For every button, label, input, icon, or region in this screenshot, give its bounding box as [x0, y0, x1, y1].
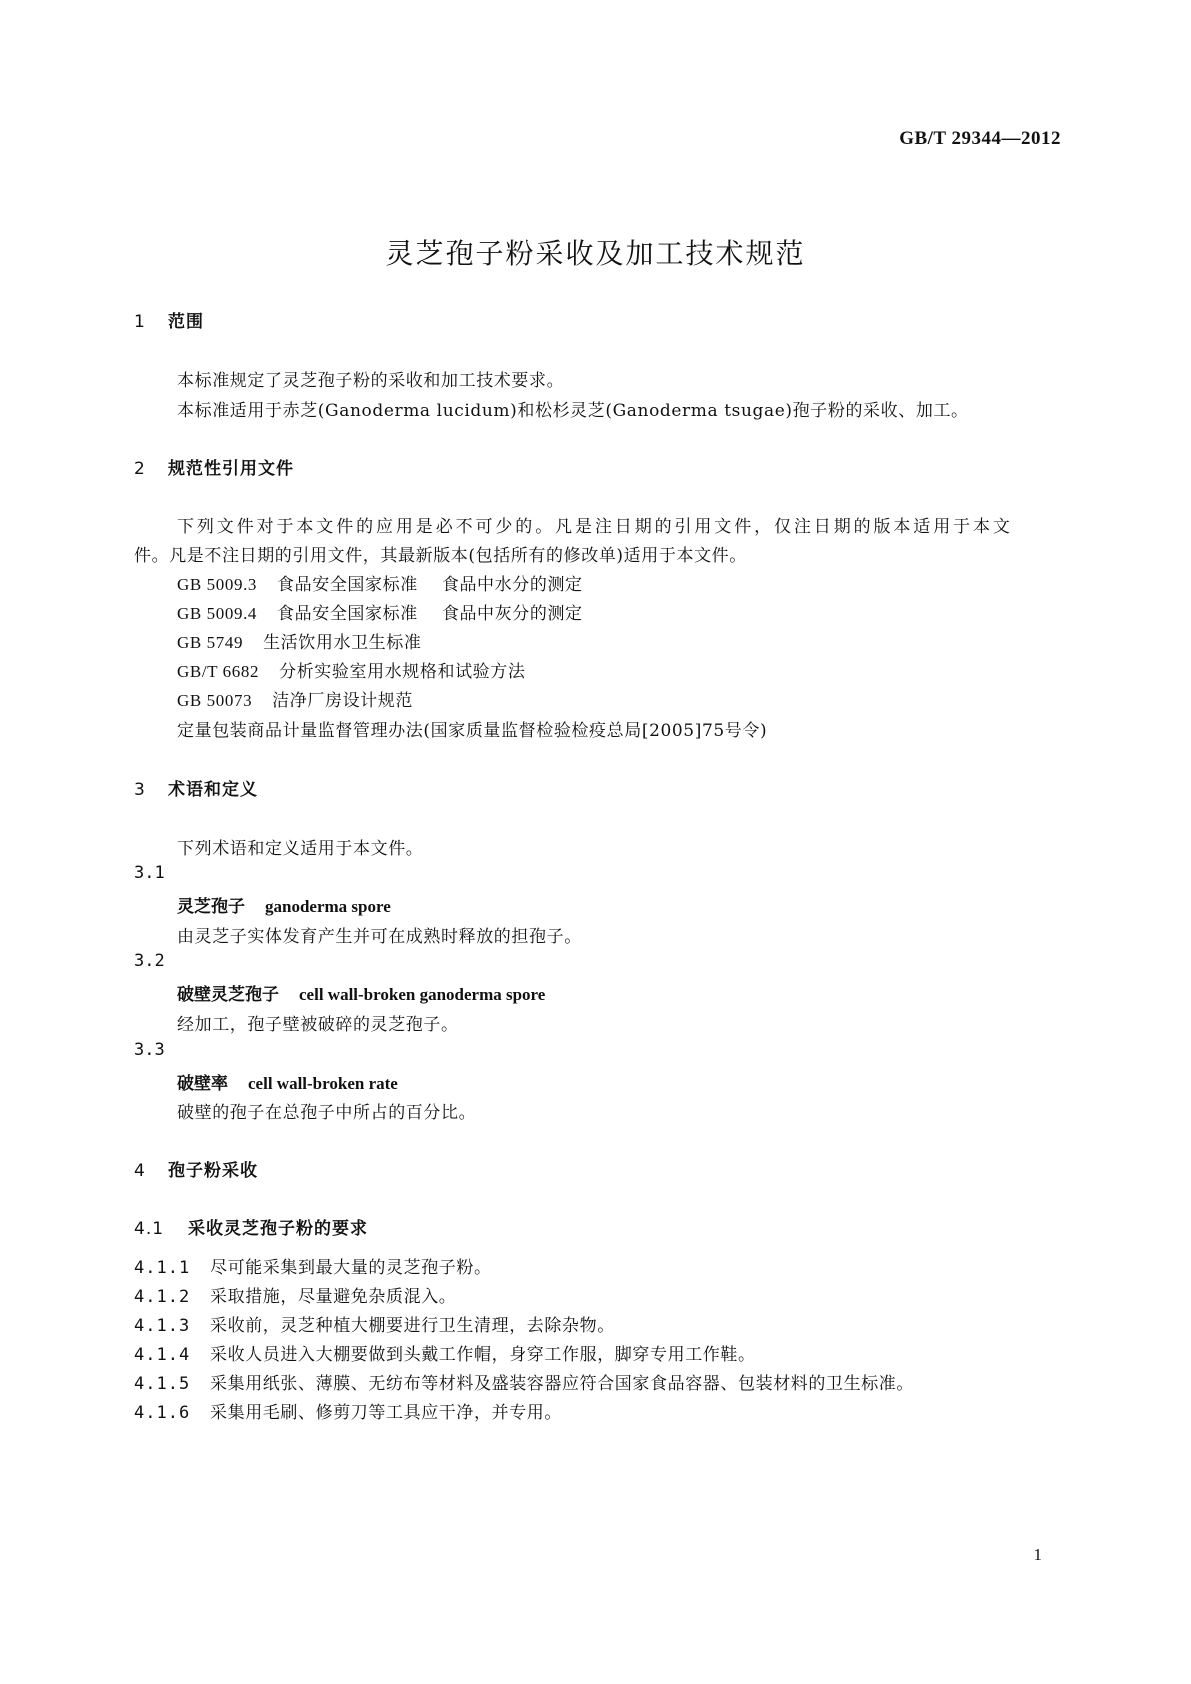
item-text: 采取措施，尽量避免杂质混入。 — [210, 1287, 457, 1307]
term-en: cell wall-broken ganoderma spore — [299, 985, 546, 1004]
term-en: ganoderma spore — [265, 897, 391, 916]
term-number: 3.3 — [134, 1040, 165, 1060]
list-item — [134, 1340, 756, 1365]
reference-code: GB 50073 — [177, 691, 253, 710]
reference-item — [177, 570, 583, 595]
item-text: 尽可能采集到最大量的灵芝孢子粉。 — [210, 1258, 492, 1278]
reference-item — [177, 686, 413, 711]
subsection-number: 4.1 — [134, 1219, 165, 1239]
reference-code: GB 5009.4 — [177, 604, 258, 623]
reference-title: 生活饮用水卫生标准 — [263, 633, 422, 653]
section-3-heading — [134, 775, 258, 800]
reference-title: 食品安全国家标准 — [277, 604, 418, 624]
reference-item — [177, 657, 525, 682]
item-text: 采集用毛刷、修剪刀等工具应干净，并专用。 — [210, 1403, 562, 1423]
section-number: 1 — [134, 312, 146, 332]
term-definition: 破壁的孢子在总孢子中所占的百分比。 — [177, 1103, 477, 1123]
terms-intro: 下列术语和定义适用于本文件。 — [177, 839, 424, 859]
term-heading — [177, 892, 391, 917]
term-heading — [177, 980, 545, 1005]
term-definition: 经加工，孢子壁被破碎的灵芝孢子。 — [177, 1015, 459, 1035]
subsection-4-1-heading — [134, 1214, 368, 1239]
reference-subtitle: 食品中水分的测定 — [441, 575, 583, 595]
item-text: 采收人员进入大棚要做到头戴工作帽，身穿工作服，脚穿专用工作鞋。 — [210, 1345, 756, 1365]
reference-subtitle: 食品中灰分的测定 — [441, 604, 583, 624]
term-en: cell wall-broken rate — [248, 1074, 398, 1093]
page-number: 1 — [1033, 1545, 1042, 1564]
item-number: 4.1.2 — [134, 1287, 191, 1307]
reference-title: 分析实验室用水规格和试验方法 — [279, 662, 526, 682]
section-number: 3 — [134, 780, 146, 800]
scope-paragraph-1: 本标准规定了灵芝孢子粉的采收和加工技术要求。 — [177, 371, 565, 391]
section-1-heading — [134, 307, 204, 332]
item-number: 4.1.3 — [134, 1316, 191, 1336]
reference-item-regulation: 定量包装商品计量监督管理办法(国家质量监督检验检疫总局[2005]75号令) — [177, 721, 768, 741]
reference-code: GB 5009.3 — [177, 575, 258, 594]
section-2-heading — [134, 454, 294, 479]
subsection-title: 采收灵芝孢子粉的要求 — [188, 1219, 368, 1239]
reference-title: 食品安全国家标准 — [277, 575, 418, 595]
list-item — [134, 1398, 562, 1423]
item-text: 采收前，灵芝种植大棚要进行卫生清理，去除杂物。 — [210, 1316, 615, 1336]
section-4-heading — [134, 1156, 258, 1181]
item-number: 4.1.4 — [134, 1345, 191, 1365]
references-intro-line-1: 下列文件对于本文件的应用是必不可少的。凡是注日期的引用文件，仅注日期的版本适用于本文 — [177, 517, 1013, 537]
list-item — [134, 1282, 456, 1307]
term-number: 3.2 — [134, 951, 165, 971]
standard-code: GB/T 29344—2012 — [899, 128, 1061, 149]
reference-item — [177, 599, 583, 624]
reference-title: 洁净厂房设计规范 — [272, 691, 413, 711]
list-item — [134, 1311, 615, 1336]
term-number: 3.1 — [134, 863, 165, 883]
term-zh: 灵芝孢子 — [177, 897, 245, 917]
term-zh: 破壁灵芝孢子 — [177, 985, 279, 1005]
section-title: 孢子粉采收 — [168, 1161, 258, 1181]
list-item — [134, 1253, 492, 1278]
section-title: 范围 — [168, 312, 204, 332]
section-number: 4 — [134, 1161, 146, 1181]
reference-code: GB/T 6682 — [177, 662, 260, 681]
section-title: 术语和定义 — [168, 780, 258, 800]
reference-item — [177, 628, 421, 653]
scope-paragraph-2: 本标准适用于赤芝(Ganoderma lucidum)和松杉灵芝(Ganoderma tsugae)孢子粉的采收、加工。 — [177, 401, 969, 421]
reference-code: GB 5749 — [177, 633, 244, 652]
term-definition: 由灵芝子实体发育产生并可在成熟时释放的担孢子。 — [177, 927, 582, 947]
document-title: 灵芝孢子粉采收及加工技术规范 — [385, 237, 806, 270]
term-heading — [177, 1069, 398, 1094]
list-item — [134, 1369, 914, 1394]
item-text: 采集用纸张、薄膜、无纺布等材料及盛装容器应符合国家食品容器、包装材料的卫生标准。 — [210, 1374, 914, 1394]
section-number: 2 — [134, 459, 146, 479]
references-intro-line-2: 件。凡是不注日期的引用文件，其最新版本(包括所有的修改单)适用于本文件。 — [134, 546, 747, 566]
item-number: 4.1.5 — [134, 1374, 191, 1394]
item-number: 4.1.6 — [134, 1403, 191, 1423]
item-number: 4.1.1 — [134, 1258, 191, 1278]
section-title: 规范性引用文件 — [168, 459, 294, 479]
term-zh: 破壁率 — [177, 1074, 228, 1094]
